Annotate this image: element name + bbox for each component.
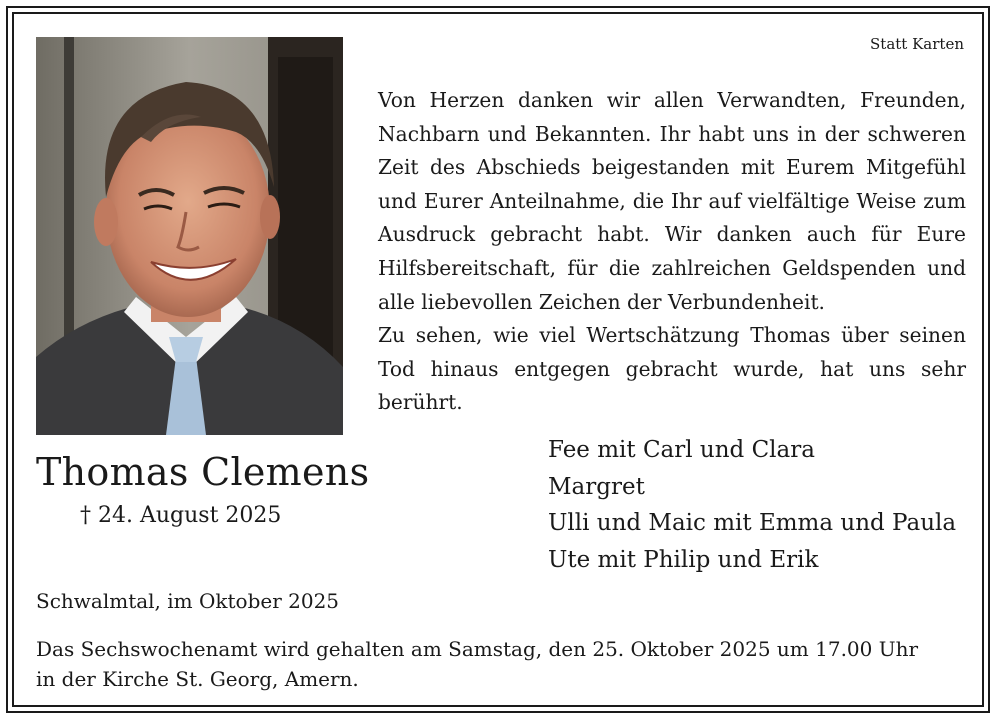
deceased-name: Thomas Clemens [36,450,370,494]
family-line: Ute mit Philip und Erik [548,546,819,573]
message-paragraph-2: Zu sehen, wie viel Wertschätzung Thomas über seinen Tod hinaus entgegen gebracht wurde, hat uns sehr berührt. [378,323,966,415]
family-signatures [548,432,956,578]
message-paragraph-1: Von Herzen danken wir allen Verwandten, Freunden, Nachbarn und Bekannten. Ihr habt uns in der schweren Zeit des Abschieds beigestanden mit Eurem Mitgefühl und Eurer Anteilnahme, die Ihr auf vielfältige Weise zum Ausdruck gebracht habt. Wir danken auch für Eure Hilfsbereitschaft, für die zahlreichen Geldspenden und alle liebevollen Zeichen der Verbundenheit. [378,88,966,314]
mass-line-2: in der Kirche St. Georg, Amern. [36,667,359,691]
family-line: Margret [548,473,645,500]
portrait-photo [36,37,343,435]
place-and-date: Schwalmtal, im Oktober 2025 [36,589,340,613]
mass-line-1: Das Sechswochenamt wird gehalten am Samstag, den 25. Oktober 2025 um 17.00 Uhr [36,637,919,661]
statt-karten-note: Statt Karten [870,35,964,53]
mass-announcement [36,634,966,694]
death-date: † 24. August 2025 [80,503,282,528]
family-line: Ulli und Maic mit Emma und Paula [548,510,957,536]
family-line: Fee mit Carl und Clara [548,437,815,463]
thank-you-message [378,84,966,420]
